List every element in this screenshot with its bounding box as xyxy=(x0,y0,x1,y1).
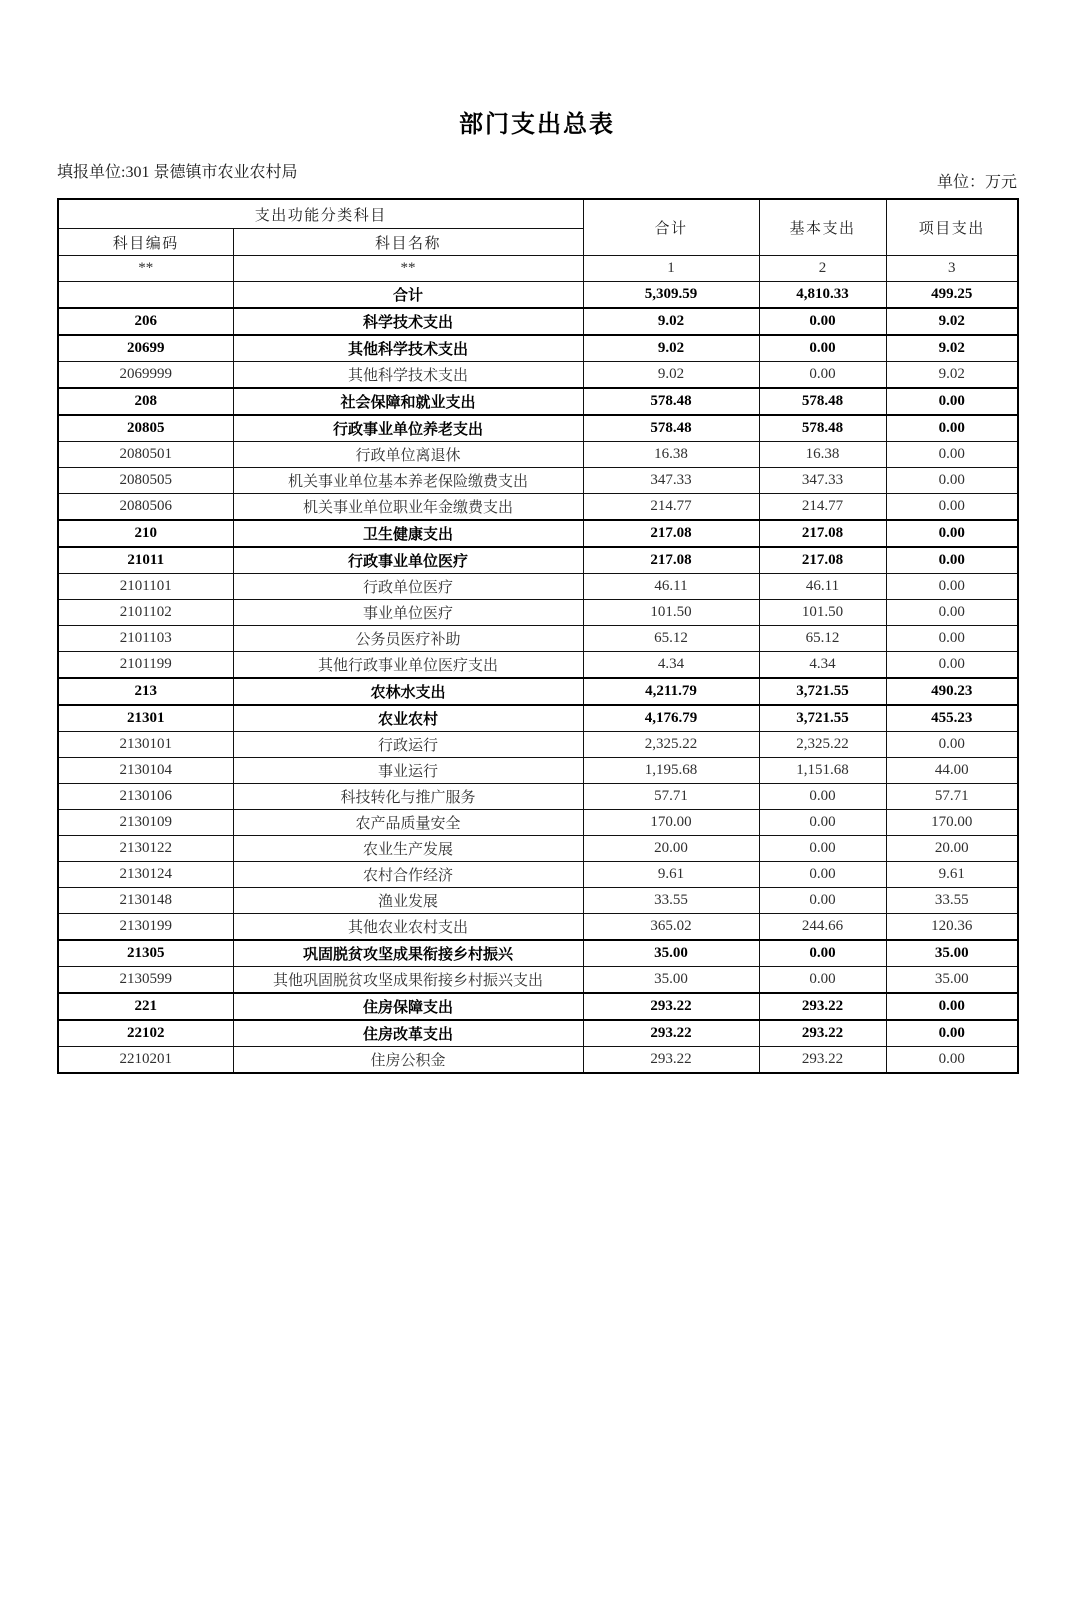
cell-name: 农林水支出 xyxy=(233,678,583,705)
cell-name: 行政单位离退休 xyxy=(233,442,583,468)
cell-total: 20.00 xyxy=(583,836,759,862)
table-row xyxy=(58,732,1018,758)
cell-project: 120.36 xyxy=(886,914,1018,941)
cell-project: 44.00 xyxy=(886,758,1018,784)
cell-code: 208 xyxy=(58,388,233,415)
table-row xyxy=(58,678,1018,705)
cell-total: 1 xyxy=(583,256,759,282)
cell-code: 2101199 xyxy=(58,652,233,679)
cell-code: 21305 xyxy=(58,940,233,967)
header-project-expenditure: 项目支出 xyxy=(886,199,1018,256)
table-row xyxy=(58,626,1018,652)
table-row xyxy=(58,335,1018,362)
cell-project: 0.00 xyxy=(886,547,1018,574)
cell-basic: 0.00 xyxy=(759,362,886,389)
cell-basic: 3,721.55 xyxy=(759,678,886,705)
cell-name: 科技转化与推广服务 xyxy=(233,784,583,810)
cell-code: 221 xyxy=(58,993,233,1020)
cell-basic: 217.08 xyxy=(759,547,886,574)
cell-name: 农业生产发展 xyxy=(233,836,583,862)
cell-project: 9.02 xyxy=(886,362,1018,389)
cell-total: 4,176.79 xyxy=(583,705,759,732)
cell-project: 33.55 xyxy=(886,888,1018,914)
filing-unit-label: 填报单位:301 景德镇市农业农村局 xyxy=(57,164,298,181)
table-row xyxy=(58,494,1018,521)
header-subject-code: 科目编码 xyxy=(58,229,233,256)
table-row xyxy=(58,1047,1018,1074)
cell-project: 499.25 xyxy=(886,282,1018,309)
cell-total: 35.00 xyxy=(583,940,759,967)
cell-basic: 3,721.55 xyxy=(759,705,886,732)
cell-name: 合计 xyxy=(233,282,583,309)
cell-code: 2069999 xyxy=(58,362,233,389)
cell-total: 35.00 xyxy=(583,967,759,994)
cell-project: 0.00 xyxy=(886,1020,1018,1047)
cell-total: 57.71 xyxy=(583,784,759,810)
table-row xyxy=(58,574,1018,600)
cell-project: 9.02 xyxy=(886,308,1018,335)
cell-basic: 0.00 xyxy=(759,862,886,888)
cell-name: 行政运行 xyxy=(233,732,583,758)
cell-name: 机关事业单位基本养老保险缴费支出 xyxy=(233,468,583,494)
cell-basic: 217.08 xyxy=(759,520,886,547)
cell-basic: 0.00 xyxy=(759,810,886,836)
table-row xyxy=(58,547,1018,574)
page-title: 部门支出总表 xyxy=(459,112,615,138)
cell-code: 2101101 xyxy=(58,574,233,600)
cell-code: 2101103 xyxy=(58,626,233,652)
cell-basic: 347.33 xyxy=(759,468,886,494)
table-row xyxy=(58,940,1018,967)
cell-project: 170.00 xyxy=(886,810,1018,836)
cell-name: 住房保障支出 xyxy=(233,993,583,1020)
cell-total: 33.55 xyxy=(583,888,759,914)
cell-total: 101.50 xyxy=(583,600,759,626)
cell-project: 0.00 xyxy=(886,652,1018,679)
cell-project: 35.00 xyxy=(886,967,1018,994)
table-row xyxy=(58,784,1018,810)
table-row xyxy=(58,862,1018,888)
cell-total: 9.61 xyxy=(583,862,759,888)
cell-name: 公务员医疗补助 xyxy=(233,626,583,652)
cell-name: 住房公积金 xyxy=(233,1047,583,1074)
table-row xyxy=(58,836,1018,862)
table-row xyxy=(58,888,1018,914)
cell-total: 293.22 xyxy=(583,1047,759,1074)
cell-name: 其他巩固脱贫攻坚成果衔接乡村振兴支出 xyxy=(233,967,583,994)
cell-basic: 101.50 xyxy=(759,600,886,626)
cell-project: 0.00 xyxy=(886,494,1018,521)
cell-basic: 293.22 xyxy=(759,993,886,1020)
cell-code: 21301 xyxy=(58,705,233,732)
cell-total: 214.77 xyxy=(583,494,759,521)
cell-code: 2130104 xyxy=(58,758,233,784)
cell-name: 巩固脱贫攻坚成果衔接乡村振兴 xyxy=(233,940,583,967)
cell-total: 4.34 xyxy=(583,652,759,679)
table-row xyxy=(58,1020,1018,1047)
cell-name: 科学技术支出 xyxy=(233,308,583,335)
table-row xyxy=(58,652,1018,679)
cell-project: 9.61 xyxy=(886,862,1018,888)
header-basic-expenditure: 基本支出 xyxy=(759,199,886,256)
cell-basic: 293.22 xyxy=(759,1020,886,1047)
cell-project: 0.00 xyxy=(886,1047,1018,1074)
cell-total: 9.02 xyxy=(583,362,759,389)
cell-name: 渔业发展 xyxy=(233,888,583,914)
cell-name: 卫生健康支出 xyxy=(233,520,583,547)
cell-total: 9.02 xyxy=(583,308,759,335)
cell-basic: 244.66 xyxy=(759,914,886,941)
cell-basic: 2,325.22 xyxy=(759,732,886,758)
cell-project: 0.00 xyxy=(886,600,1018,626)
cell-basic: 0.00 xyxy=(759,967,886,994)
cell-basic: 0.00 xyxy=(759,335,886,362)
cell-basic: 214.77 xyxy=(759,494,886,521)
table-row xyxy=(58,993,1018,1020)
cell-total: 217.08 xyxy=(583,520,759,547)
table-row xyxy=(58,256,1018,282)
cell-code xyxy=(58,282,233,309)
cell-basic: 2 xyxy=(759,256,886,282)
cell-code: 2080501 xyxy=(58,442,233,468)
cell-total: 4,211.79 xyxy=(583,678,759,705)
cell-name: 其他科学技术支出 xyxy=(233,335,583,362)
cell-code: 2080506 xyxy=(58,494,233,521)
cell-basic: 0.00 xyxy=(759,784,886,810)
table-row xyxy=(58,967,1018,994)
cell-project: 0.00 xyxy=(886,468,1018,494)
cell-basic: 46.11 xyxy=(759,574,886,600)
cell-name: 其他科学技术支出 xyxy=(233,362,583,389)
cell-project: 20.00 xyxy=(886,836,1018,862)
cell-code: 2101102 xyxy=(58,600,233,626)
cell-project: 57.71 xyxy=(886,784,1018,810)
cell-basic: 4.34 xyxy=(759,652,886,679)
cell-name: 社会保障和就业支出 xyxy=(233,388,583,415)
cell-code: 2130599 xyxy=(58,967,233,994)
cell-total: 293.22 xyxy=(583,1020,759,1047)
table-row xyxy=(58,362,1018,389)
cell-name: 其他农业农村支出 xyxy=(233,914,583,941)
cell-code: 2210201 xyxy=(58,1047,233,1074)
cell-total: 5,309.59 xyxy=(583,282,759,309)
cell-name: ** xyxy=(233,256,583,282)
cell-project: 0.00 xyxy=(886,993,1018,1020)
cell-code: 210 xyxy=(58,520,233,547)
table-row xyxy=(58,442,1018,468)
cell-code: 2080505 xyxy=(58,468,233,494)
cell-code: 22102 xyxy=(58,1020,233,1047)
cell-total: 365.02 xyxy=(583,914,759,941)
cell-total: 46.11 xyxy=(583,574,759,600)
cell-total: 9.02 xyxy=(583,335,759,362)
cell-project: 3 xyxy=(886,256,1018,282)
expenditure-summary-table xyxy=(57,198,1019,1074)
cell-project: 0.00 xyxy=(886,626,1018,652)
cell-code: 2130122 xyxy=(58,836,233,862)
cell-basic: 16.38 xyxy=(759,442,886,468)
cell-name: 行政单位医疗 xyxy=(233,574,583,600)
cell-project: 455.23 xyxy=(886,705,1018,732)
cell-code: ** xyxy=(58,256,233,282)
cell-total: 16.38 xyxy=(583,442,759,468)
cell-code: 206 xyxy=(58,308,233,335)
cell-total: 65.12 xyxy=(583,626,759,652)
cell-name: 行政事业单位养老支出 xyxy=(233,415,583,442)
cell-basic: 0.00 xyxy=(759,836,886,862)
cell-project: 0.00 xyxy=(886,442,1018,468)
cell-code: 2130199 xyxy=(58,914,233,941)
table-row xyxy=(58,468,1018,494)
cell-total: 170.00 xyxy=(583,810,759,836)
cell-project: 0.00 xyxy=(886,520,1018,547)
cell-project: 0.00 xyxy=(886,732,1018,758)
cell-project: 0.00 xyxy=(886,388,1018,415)
cell-code: 2130109 xyxy=(58,810,233,836)
cell-basic: 0.00 xyxy=(759,308,886,335)
cell-name: 事业运行 xyxy=(233,758,583,784)
cell-basic: 65.12 xyxy=(759,626,886,652)
cell-basic: 4,810.33 xyxy=(759,282,886,309)
cell-basic: 578.48 xyxy=(759,415,886,442)
cell-total: 217.08 xyxy=(583,547,759,574)
cell-code: 2130148 xyxy=(58,888,233,914)
table-row xyxy=(58,758,1018,784)
cell-basic: 0.00 xyxy=(759,940,886,967)
table-row xyxy=(58,705,1018,732)
cell-code: 20699 xyxy=(58,335,233,362)
table-row xyxy=(58,388,1018,415)
cell-project: 0.00 xyxy=(886,415,1018,442)
cell-total: 578.48 xyxy=(583,415,759,442)
cell-project: 0.00 xyxy=(886,574,1018,600)
cell-basic: 0.00 xyxy=(759,888,886,914)
cell-code: 21011 xyxy=(58,547,233,574)
cell-name: 机关事业单位职业年金缴费支出 xyxy=(233,494,583,521)
table-row xyxy=(58,914,1018,941)
table-body xyxy=(58,256,1018,1074)
cell-code: 2130106 xyxy=(58,784,233,810)
cell-name: 农业农村 xyxy=(233,705,583,732)
cell-code: 20805 xyxy=(58,415,233,442)
cell-name: 事业单位医疗 xyxy=(233,600,583,626)
cell-basic: 1,151.68 xyxy=(759,758,886,784)
cell-total: 347.33 xyxy=(583,468,759,494)
currency-unit-label: 单位：万元 xyxy=(936,174,1017,191)
table-row xyxy=(58,810,1018,836)
cell-name: 行政事业单位医疗 xyxy=(233,547,583,574)
header-group-title: 支出功能分类科目 xyxy=(58,199,583,229)
cell-code: 2130124 xyxy=(58,862,233,888)
table-row xyxy=(58,308,1018,335)
cell-name: 其他行政事业单位医疗支出 xyxy=(233,652,583,679)
cell-name: 农村合作经济 xyxy=(233,862,583,888)
cell-name: 住房改革支出 xyxy=(233,1020,583,1047)
meta-row xyxy=(57,159,1017,194)
cell-project: 35.00 xyxy=(886,940,1018,967)
cell-basic: 578.48 xyxy=(759,388,886,415)
header-total: 合计 xyxy=(583,199,759,256)
cell-project: 9.02 xyxy=(886,335,1018,362)
table-row xyxy=(58,282,1018,309)
cell-total: 2,325.22 xyxy=(583,732,759,758)
header-row-1 xyxy=(58,199,1018,229)
table-row xyxy=(58,600,1018,626)
table-header xyxy=(58,199,1018,256)
cell-total: 1,195.68 xyxy=(583,758,759,784)
header-subject-name: 科目名称 xyxy=(233,229,583,256)
table-row xyxy=(58,415,1018,442)
table-row xyxy=(58,520,1018,547)
cell-code: 2130101 xyxy=(58,732,233,758)
cell-project: 490.23 xyxy=(886,678,1018,705)
cell-code: 213 xyxy=(58,678,233,705)
cell-basic: 293.22 xyxy=(759,1047,886,1074)
cell-total: 578.48 xyxy=(583,388,759,415)
cell-total: 293.22 xyxy=(583,993,759,1020)
cell-name: 农产品质量安全 xyxy=(233,810,583,836)
